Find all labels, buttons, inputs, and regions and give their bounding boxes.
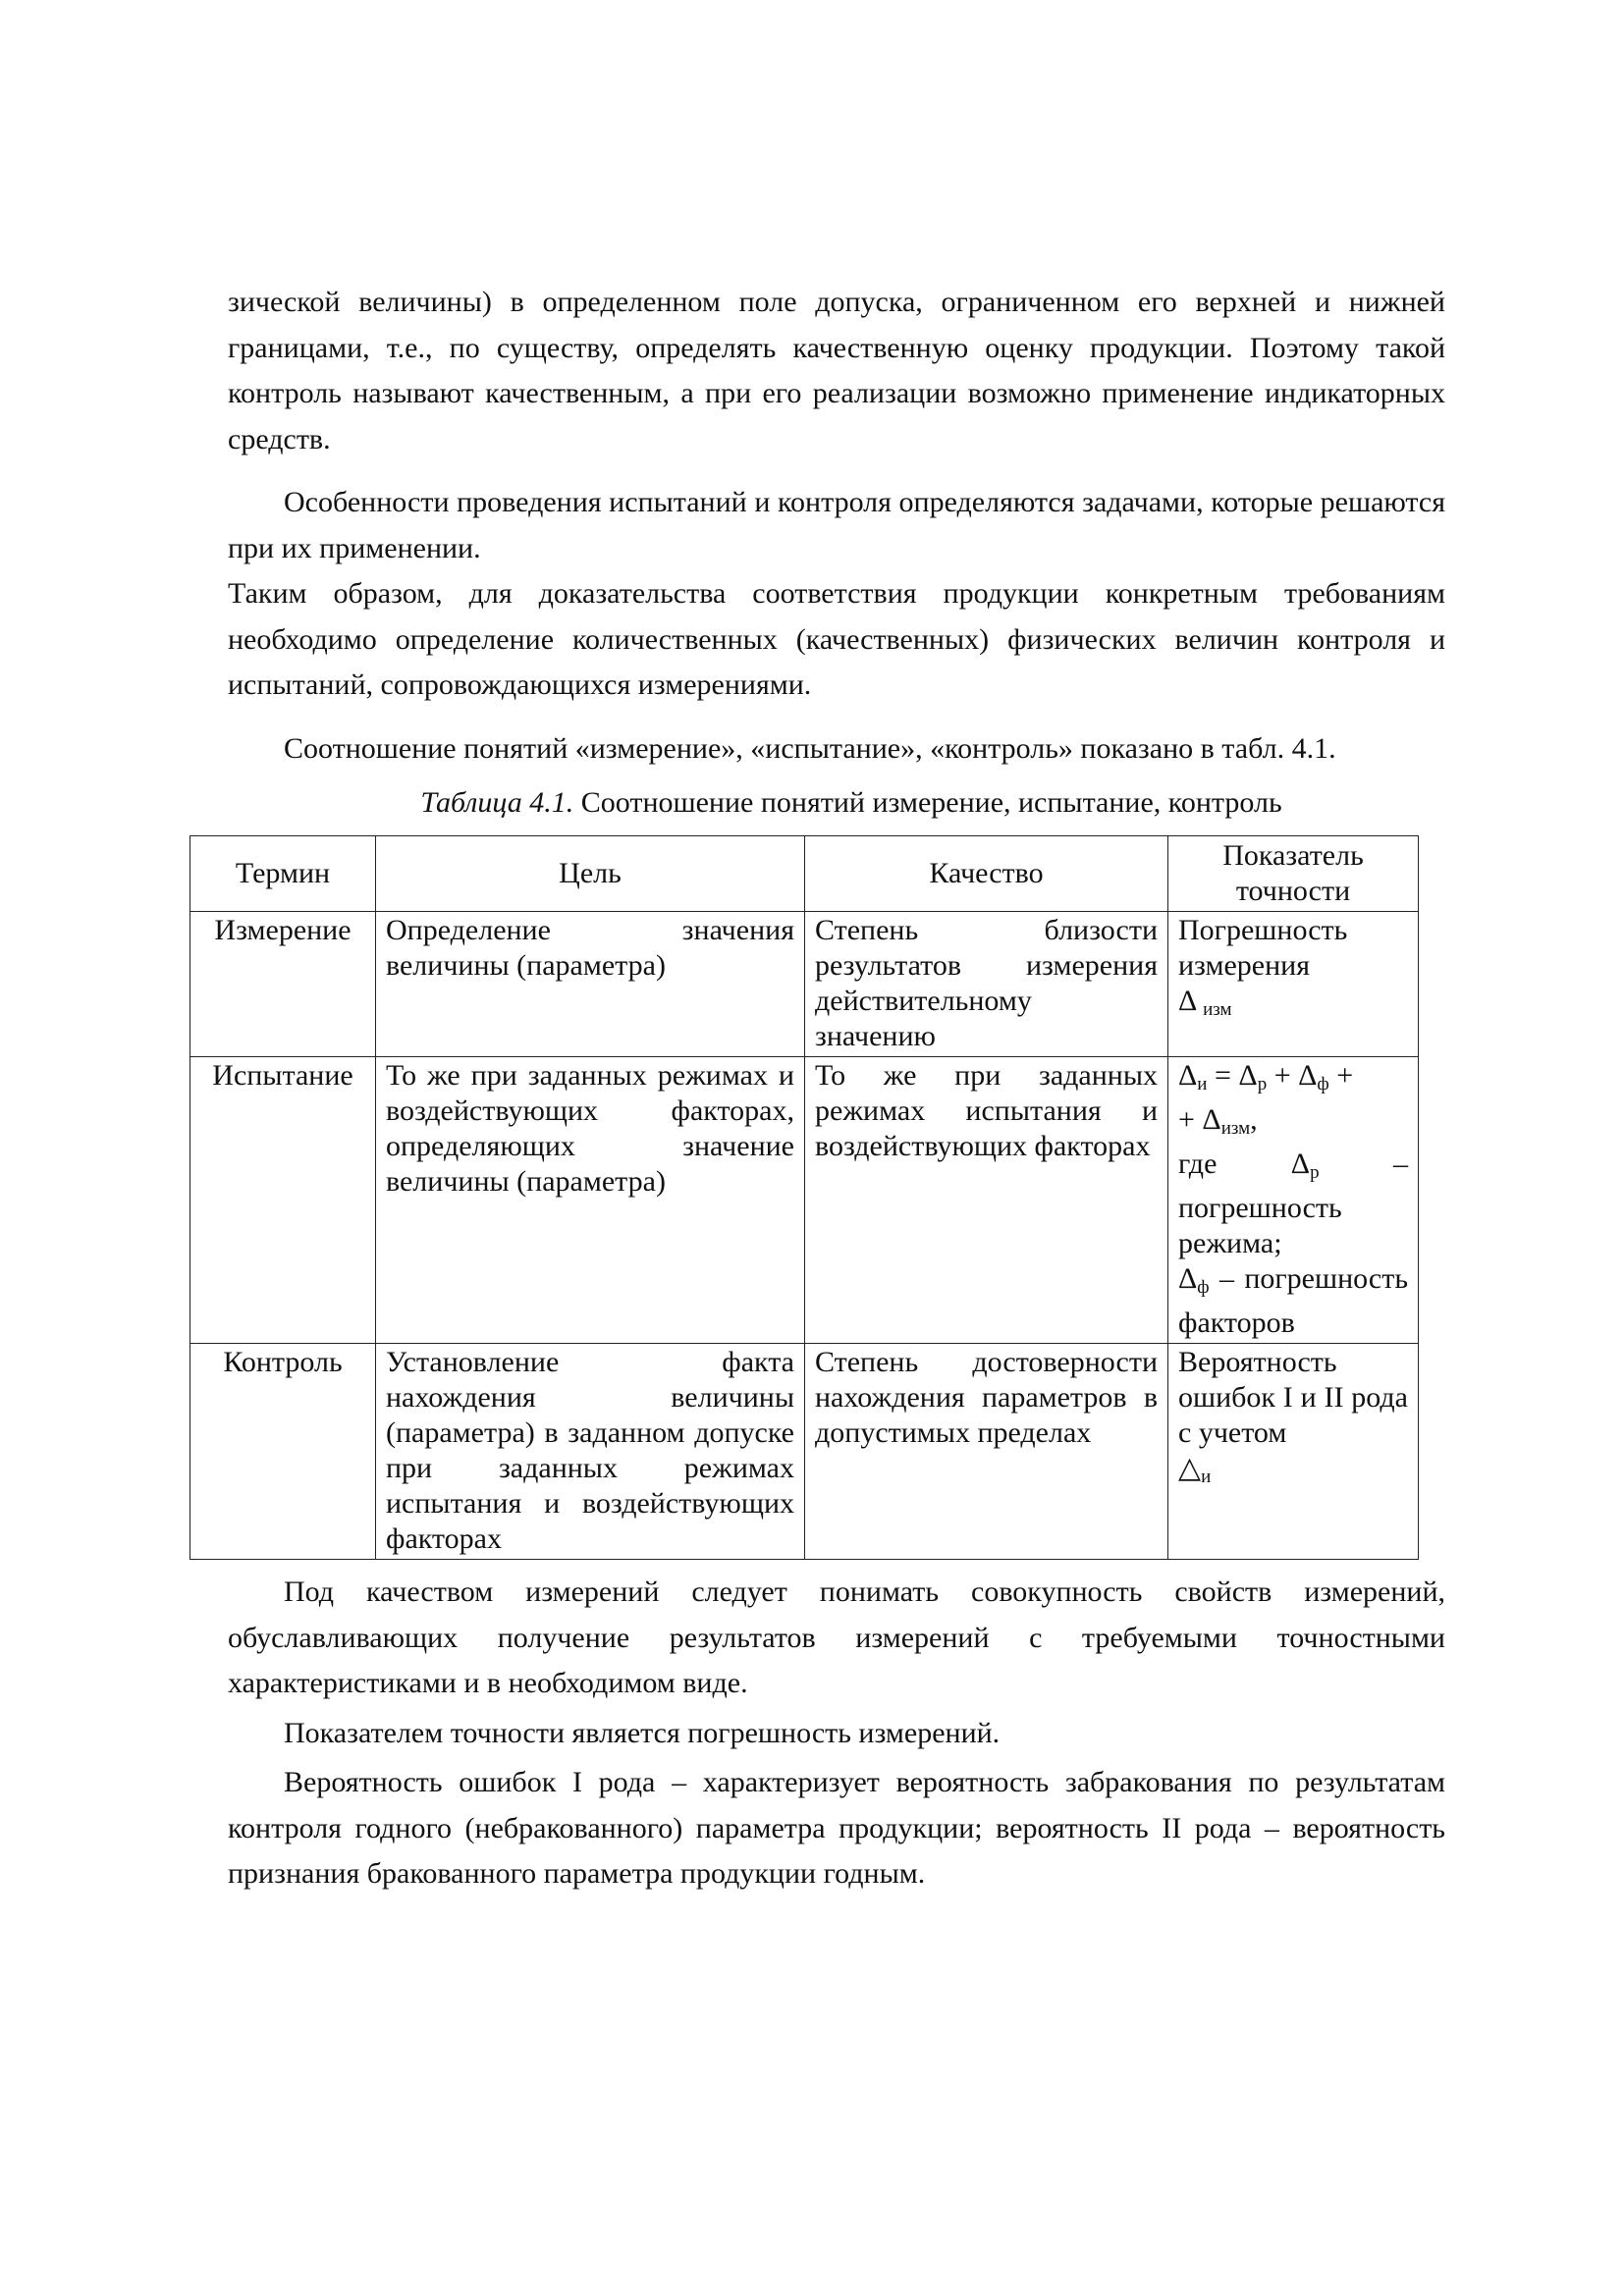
header-term: Термин <box>190 836 376 912</box>
where-prefix: где <box>1178 1148 1291 1180</box>
formula-plus: + <box>1178 1103 1203 1136</box>
delta-symbol: Δ <box>1178 985 1196 1017</box>
delta-subscript: ф <box>1197 1277 1210 1298</box>
formula-equals: = <box>1207 1059 1239 1092</box>
paragraph-error-types: Вероятность ошибок I рода – характеризует вероятность забракования по результатам контроля годного (небракованного) параметра продукции; вероятность II рода – вероятность признания бракованного параметра продукции годным. <box>228 1766 1445 1890</box>
header-quality: Качество <box>805 836 1168 912</box>
header-accuracy: Показатель точности <box>1168 836 1419 912</box>
delta-subscript: и <box>1201 1467 1212 1487</box>
paragraph-quality-definition: Под качеством измерений следует понимать совокупность свойств измерений, обуславливающих получение результатов измерений с требуемыми точностными характеристиками и в необходимом виде. <box>228 1575 1445 1699</box>
paragraph-table-reference: Соотношение понятий «измерение», «испытание», «контроль» показано в табл. 4.1. <box>284 731 1336 765</box>
table-header-row <box>190 836 1419 912</box>
cell-term: Измерение <box>190 912 376 1057</box>
cell-goal: То же при заданных режимах и воздействующих факторах, определяющих значение величины (параметра) <box>376 1057 805 1344</box>
formula-factor <box>1178 1262 1408 1339</box>
cell-accuracy <box>1168 912 1419 1057</box>
delta-symbol: Δ <box>1298 1059 1318 1092</box>
delta-symbol: Δ <box>1178 1059 1198 1092</box>
delta-symbol: Δ <box>1290 1148 1311 1180</box>
cell-term: Испытание <box>190 1057 376 1344</box>
delta-symbol: Δ <box>1238 1059 1258 1092</box>
delta-subscript: ф <box>1317 1074 1329 1095</box>
document-bottom-text <box>228 1570 1445 1897</box>
cell-quality: То же при заданных режимах испытания и воздействующих факторах <box>805 1057 1168 1344</box>
concepts-table <box>189 835 1419 1560</box>
paragraph-features: Особенности проведения испытаний и контроля определяются задачами, которые решаются при их применении. <box>228 486 1445 564</box>
delta-symbol: △ <box>1178 1452 1202 1484</box>
formula-line-1 <box>1178 1059 1354 1095</box>
table-caption-label: Таблица 4.1. <box>420 786 574 819</box>
table-row <box>190 1057 1419 1344</box>
cell-goal: Определение значения величины (параметра) <box>376 912 805 1057</box>
document-top-text <box>228 280 1445 823</box>
delta-symbol: Δ <box>1202 1103 1221 1136</box>
delta-subscript: р <box>1257 1074 1268 1095</box>
accuracy-text: Погрешность измерения <box>1178 914 1348 982</box>
paragraph-conformity: Таким образом, для доказательства соответствия продукции конкретным требованиям необходимо определение количественных (качественных) физических величин контроля и испытаний, сопровождающихся измерениями. <box>228 577 1445 701</box>
cell-quality: Степень близости результатов измерения действительному значению <box>805 912 1168 1057</box>
formula-comma: , <box>1250 1103 1258 1136</box>
accuracy-text: Вероятность ошибок I и II рода с учетом <box>1178 1346 1408 1449</box>
formula-where <box>1178 1148 1408 1259</box>
where-text: – погрешность режима; <box>1178 1148 1408 1259</box>
header-goal: Цель <box>376 836 805 912</box>
formula-line-2 <box>1178 1103 1258 1139</box>
cell-term: Контроль <box>190 1344 376 1560</box>
table-row <box>190 1344 1419 1560</box>
delta-subscript: и <box>1197 1074 1208 1095</box>
table-caption <box>228 783 1445 823</box>
delta-subscript: изм <box>1220 1118 1251 1139</box>
formula-plus: + <box>1267 1059 1299 1092</box>
delta-subscript: изм <box>1203 999 1232 1020</box>
delta-subscript: р <box>1310 1162 1320 1183</box>
paragraph-accuracy-indicator: Показателем точности является погрешность измерений. <box>284 1716 1001 1749</box>
cell-quality: Степень достоверности нахождения параметров в допустимых пределах <box>805 1344 1168 1560</box>
formula-plus: + <box>1328 1059 1354 1092</box>
paragraph-continuation: зической величины) в определенном поле допуска, ограниченном его верхней и нижней границами, т.е., по существу, определять качественную оценку продукции. Поэтому такой контроль называют качественным, а при его реализации возможно применение индикаторных средств. <box>228 286 1445 455</box>
cell-goal: Установление факта нахождения величины (параметра) в заданном допуске при заданных режимах испытания и воздействующих факторах <box>376 1344 805 1560</box>
cell-accuracy <box>1168 1344 1419 1560</box>
delta-symbol: Δ <box>1178 1262 1198 1295</box>
factor-text: – погрешность факторов <box>1178 1262 1408 1339</box>
table-row <box>190 912 1419 1057</box>
table-caption-text: Соотношение понятий измерение, испытание, контроль <box>573 786 1282 819</box>
cell-accuracy <box>1168 1057 1419 1344</box>
